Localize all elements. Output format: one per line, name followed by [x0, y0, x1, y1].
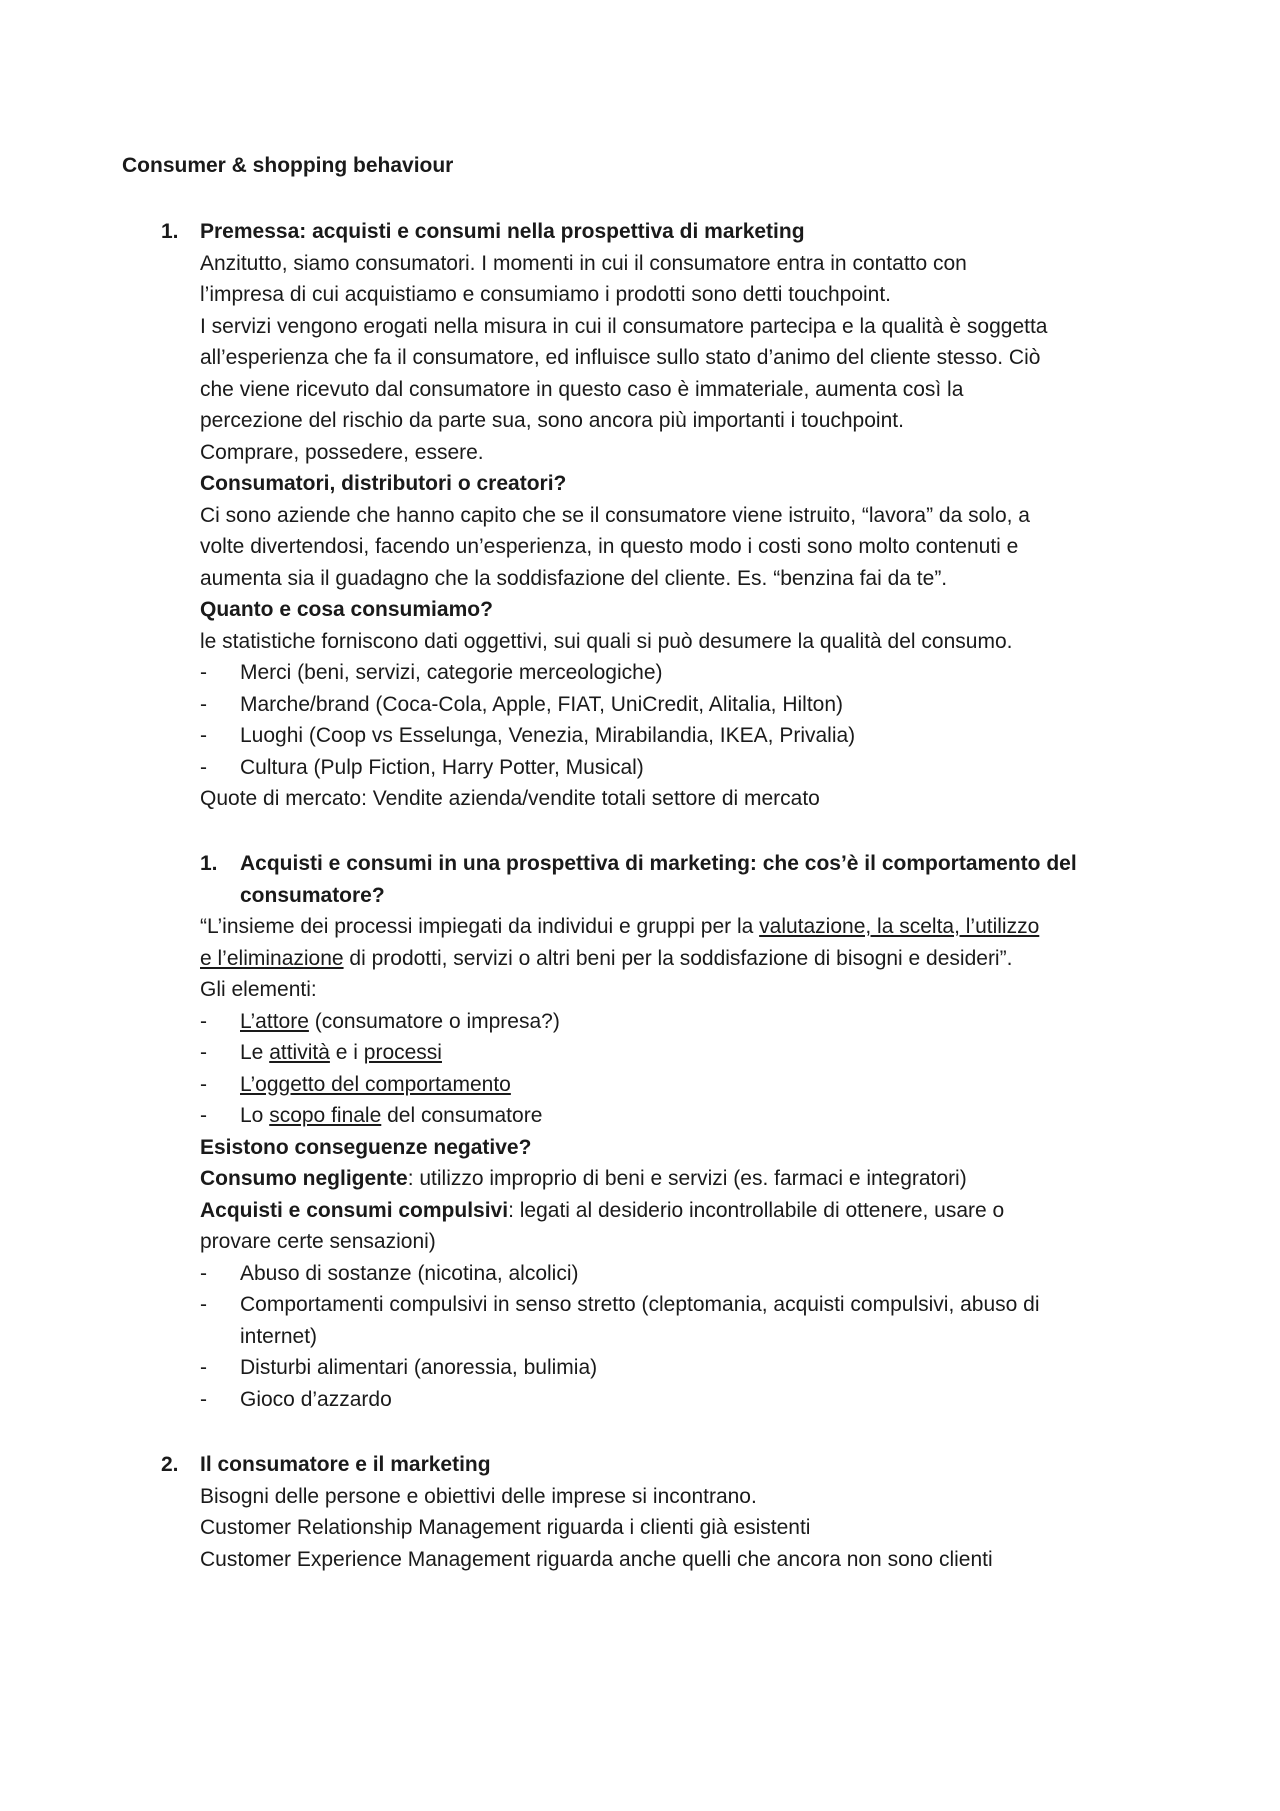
list-item: - Cultura (Pulp Fiction, Harry Potter, Musical)	[200, 752, 1170, 784]
list-item: - Comportamenti compulsivi in senso stretto (cleptomania, acquisti compulsivi, abuso di	[200, 1289, 1170, 1321]
quote-underlined: e l’eliminazione	[200, 946, 344, 970]
section-2-heading: Il consumatore e il marketing	[200, 1453, 491, 1476]
element-processes: processi	[363, 1041, 442, 1064]
paragraph-line: Ci sono aziende che hanno capito che se il consumatore viene istruito, “lavora” da solo, a	[200, 503, 1030, 527]
section-1b	[200, 848, 1170, 1415]
list-item-continuation: internet)	[240, 1324, 318, 1348]
element-actor: L’attore	[240, 1009, 309, 1033]
paragraph-line: che viene ricevuto dal consumatore in questo caso è immateriale, aumenta così la	[200, 377, 964, 401]
definition-quote-line	[200, 911, 1170, 943]
list-item: - Disturbi alimentari (anoressia, bulimia)	[200, 1352, 1170, 1384]
subheading-consumption: Quanto e cosa consumiamo?	[200, 598, 493, 621]
section-1b-heading-line1: Acquisti e consumi in una prospettiva di marketing: che cos’è il comportamento del	[240, 852, 1077, 875]
list-text: del consumatore	[381, 1104, 543, 1127]
paragraph-line: aumenta sia il guadagno che la soddisfazione del cliente. Es. “benzina fai da te”.	[200, 566, 948, 590]
paragraph-line	[200, 1163, 1170, 1195]
paragraph-line: Bisogni delle persone e obiettivi delle imprese si incontrano.	[200, 1484, 757, 1508]
element-purpose: scopo finale	[269, 1104, 382, 1127]
element-object: L’oggetto del comportamento	[240, 1072, 511, 1096]
subheading-consumers: Consumatori, distributori o creatori?	[200, 472, 567, 495]
quote-text: di prodotti, servizi o altri beni per la soddisfazione di bisogni e desideri”.	[343, 946, 1013, 970]
paragraph-line: Anzitutto, siamo consumatori. I momenti in cui il consumatore entra in contatto con	[200, 251, 967, 275]
paragraph-line: percezione del rischio da parte sua, sono ancora più importanti i touchpoint.	[200, 409, 904, 432]
quote-text: “L’insieme dei processi impiegati da individui e gruppi per la	[200, 915, 760, 938]
paragraph-line: Comprare, possedere, essere.	[200, 440, 484, 464]
term-bold: Acquisti e consumi compulsivi	[200, 1198, 509, 1222]
list-text: e i	[329, 1041, 364, 1064]
section-2-number: 2.	[161, 1453, 179, 1476]
section-1b-number: 1.	[200, 852, 218, 875]
list-text: (consumatore o impresa?)	[308, 1009, 560, 1033]
quote-underlined: valutazione, la scelta, l’utilizzo	[759, 915, 1040, 938]
list-item	[200, 1037, 1170, 1069]
paragraph-line	[200, 1195, 1170, 1227]
term-definition: : legati al desiderio incontrollabile di ottenere, usare o	[508, 1198, 1005, 1222]
list-text: Lo	[240, 1104, 270, 1127]
list-item: - Gioco d’azzardo	[200, 1384, 1170, 1416]
paragraph-line: I servizi vengono erogati nella misura in cui il consumatore partecipa e la qualità è soggetta	[200, 314, 1048, 338]
list-text: Le	[240, 1041, 270, 1064]
list-item: - Marche/brand (Coca-Cola, Apple, FIAT, UniCredit, Alitalia, Hilton)	[200, 689, 1170, 721]
paragraph-line: Quote di mercato: Vendite azienda/vendite totali settore di mercato	[200, 787, 820, 810]
list-item	[200, 1100, 1170, 1132]
paragraph-line: Customer Experience Management riguarda anche quelli che ancora non sono clienti	[200, 1547, 993, 1571]
paragraph-line: l’impresa di cui acquistiamo e consumiamo i prodotti sono detti touchpoint.	[200, 283, 892, 306]
term-definition: : utilizzo improprio di beni e servizi (es. farmaci e integratori)	[407, 1167, 967, 1190]
list-item: - Luoghi (Coop vs Esselunga, Venezia, Mirabilandia, IKEA, Privalia)	[200, 720, 1170, 752]
section-1	[161, 216, 1170, 815]
list-item: - Abuso di sostanze (nicotina, alcolici)	[200, 1258, 1170, 1290]
section-1-heading: Premessa: acquisti e consumi nella prospettiva di marketing	[200, 220, 805, 243]
section-2	[161, 1449, 1170, 1575]
list-item: - Merci (beni, servizi, categorie merceologiche)	[200, 657, 1170, 689]
definition-quote-line	[200, 943, 1170, 975]
paragraph-line: volte divertendosi, facendo un’esperienza, in questo modo i costi sono molto contenuti e	[200, 535, 1019, 558]
paragraph-line: provare certe sensazioni)	[200, 1230, 436, 1253]
paragraph-line: le statistiche forniscono dati oggettivi, sui quali si può desumere la qualità del consumo.	[200, 629, 1013, 653]
elements-intro: Gli elementi:	[200, 978, 317, 1001]
section-1-number: 1.	[161, 220, 179, 243]
term-bold: Consumo negligente	[200, 1167, 408, 1190]
document-title: Consumer & shopping behaviour	[122, 154, 454, 177]
section-1b-heading-line2: consumatore?	[240, 883, 385, 907]
paragraph-line: all’esperienza che fa il consumatore, ed influisce sullo stato d’animo del cliente stesso. Ciò	[200, 346, 1041, 369]
element-activities: attività	[269, 1041, 330, 1064]
list-item	[200, 1006, 1170, 1038]
negative-consequences-heading: Esistono conseguenze negative?	[200, 1135, 532, 1159]
paragraph-line: Customer Relationship Management riguarda i clienti già esistenti	[200, 1516, 811, 1539]
list-item	[200, 1069, 1170, 1101]
